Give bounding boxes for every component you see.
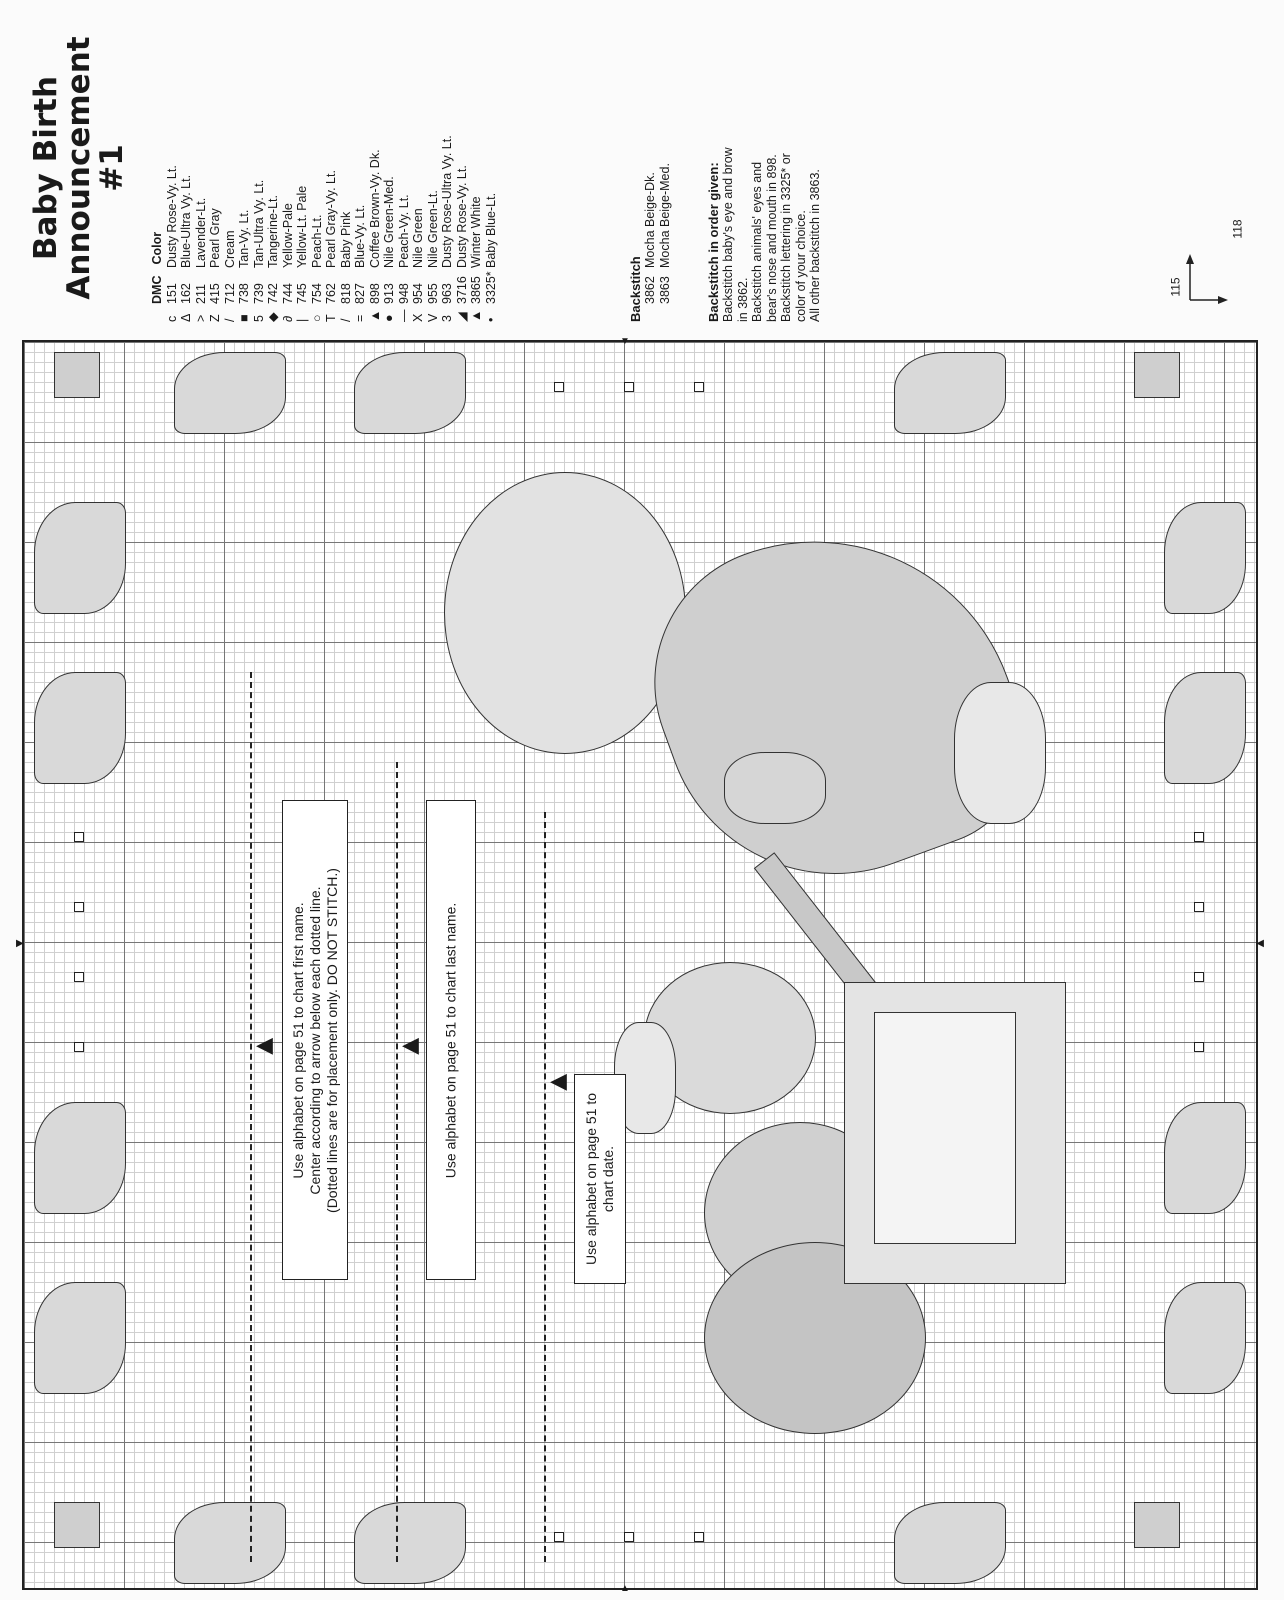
key-symbol: ▲ [367, 309, 382, 322]
key-symbol: • [483, 317, 498, 322]
placement-line-first-name [250, 672, 252, 1562]
key-row [411, 32, 426, 322]
key-symbol: ◢ [454, 312, 469, 322]
note-first-name [282, 800, 348, 1280]
backstitch-order-line: Backstitch lettering in 3325* or [779, 153, 793, 322]
key-symbol: > [193, 314, 208, 322]
note-date [574, 1074, 626, 1284]
backstitch-rows [643, 32, 672, 322]
key-row [223, 32, 238, 322]
backstitch-order-line: All other backstitch in 3863. [808, 169, 822, 322]
key-row [179, 32, 194, 322]
backstitch-color: Mocha Beige-Med. [657, 163, 672, 268]
key-dmc: 712 [222, 283, 237, 304]
key-symbol: ○ [309, 314, 324, 322]
key-row [397, 32, 412, 322]
border-bow [1164, 502, 1246, 614]
border-square [694, 1532, 704, 1542]
key-symbol: / [222, 318, 237, 322]
border-square [554, 1532, 564, 1542]
key-dmc: 415 [208, 283, 222, 304]
corner-motif [1134, 352, 1180, 398]
backstitch-order-line: Backstitch baby's eye and brow [721, 147, 735, 322]
border-square [624, 1532, 634, 1542]
key-symbol: / [338, 318, 353, 322]
key-row [368, 32, 383, 322]
key-row [440, 32, 455, 322]
key-dmc: 754 [309, 283, 324, 304]
note-first-name-text [290, 868, 341, 1213]
key-dmc: 3865 [469, 276, 483, 304]
border-bow [354, 1502, 466, 1584]
title-line2: Announcement [61, 36, 97, 300]
center-arrow-first-name: ◀ [256, 1032, 273, 1057]
key-symbol: ● [382, 314, 396, 322]
center-marker-bottom: ◀ [1256, 938, 1264, 949]
key-dmc: 151 [164, 283, 179, 304]
border-bow [354, 352, 466, 434]
border-bow [1164, 1102, 1246, 1214]
corner-motif [54, 1502, 100, 1548]
toy-block-inner [874, 1012, 1016, 1244]
key-color: Cream [222, 230, 237, 268]
note-line: Use alphabet on page 51 to chart first name. [289, 901, 306, 1179]
key-color: Nile Green-Med. [382, 176, 396, 268]
key-color: Dusty Rose-Vy. Lt. [454, 165, 469, 268]
key-dmc: 744 [280, 283, 295, 304]
key-color: Dusty Rose-Ultra Vy. Lt. [440, 135, 454, 268]
key-dmc: 963 [440, 283, 454, 304]
key-symbol: X [411, 313, 425, 322]
key-row [484, 32, 499, 322]
border-bow [1164, 1282, 1246, 1394]
key-color: Baby Blue-Lt. [483, 192, 498, 268]
backstitch-order-lines [721, 22, 823, 322]
key-symbol: T [324, 314, 338, 322]
dimension-height: 118 [1230, 219, 1245, 239]
key-color: Peach-Lt. [309, 214, 324, 268]
backstitch-order-line: in 3862. [735, 277, 750, 322]
key-rows [165, 32, 499, 322]
key-symbol: 3 [440, 315, 454, 322]
key-color: Winter White [469, 196, 483, 268]
corner-motif [1134, 1502, 1180, 1548]
note-line: Use alphabet on page 51 to [583, 1092, 599, 1266]
color-header: Color [150, 231, 164, 265]
key-dmc: 762 [324, 283, 338, 304]
border-bow [174, 1502, 286, 1584]
backstitch-order [706, 22, 856, 322]
center-marker-right: ▲ [620, 1583, 630, 1594]
key-dmc: 742 [266, 283, 280, 304]
key-symbol: V [425, 313, 440, 322]
key-color: Pearl Gray [208, 208, 222, 268]
key-color: Coffee Brown-Vy. Dk. [367, 149, 382, 268]
key-row [353, 32, 368, 322]
note-line: chart date. [600, 1145, 616, 1213]
dimension-width: 115 [1168, 277, 1183, 297]
note-last-name-text [443, 902, 460, 1178]
chart-title [30, 18, 129, 318]
key-color: Nile Green [411, 208, 425, 268]
dimension-indicator [1170, 220, 1260, 310]
backstitch-order-line: bear's nose and mouth in 898. [764, 154, 779, 322]
backstitch-row [643, 32, 658, 322]
key-symbol: | [295, 318, 309, 322]
key-row [165, 32, 180, 322]
key-row [455, 32, 470, 322]
border-bow [174, 352, 286, 434]
border-bow [34, 1282, 126, 1394]
border-bow [34, 502, 126, 614]
corner-motif [54, 352, 100, 398]
dimension-arrows [1170, 220, 1260, 310]
center-arrow-date: ◀ [550, 1068, 567, 1093]
key-dmc: 954 [411, 283, 425, 304]
backstitch-key [628, 32, 688, 322]
border-square [1194, 832, 1204, 842]
center-arrow-last-name: ◀ [402, 1032, 419, 1057]
key-row [324, 32, 339, 322]
key-symbol: — [396, 309, 411, 322]
title-line3: #1 [94, 144, 130, 192]
key-color: Dusty Rose-Vy. Lt. [164, 165, 179, 268]
border-bow [34, 672, 126, 784]
baby-head [444, 472, 686, 754]
key-color: Pearl Gray-Vy. Lt. [324, 170, 338, 268]
key-color: Nile Green-Lt. [425, 190, 440, 268]
key-dmc: 948 [396, 283, 411, 304]
border-square [74, 972, 84, 982]
key-dmc: 211 [193, 284, 208, 304]
key-row [469, 32, 484, 322]
key-dmc: 745 [295, 283, 309, 304]
key-row [194, 32, 209, 322]
note-line: (Dotted lines are for placement only. DO NOT STITCH.) [323, 867, 340, 1213]
key-symbol: ◆ [266, 312, 280, 322]
key-row [426, 32, 441, 322]
key-color: Blue-Vy. Lt. [353, 204, 367, 268]
key-symbol: c [164, 315, 179, 322]
backstitch-order-header: Backstitch in order given: [706, 162, 721, 322]
backstitch-color: Mocha Beige-Dk. [643, 172, 657, 268]
backstitch-order-line: color of your choice. [793, 210, 808, 322]
border-square [624, 382, 634, 392]
key-color: Peach-Vy. Lt. [396, 194, 411, 268]
key-color: Lavender-Lt. [193, 197, 208, 268]
key-dmc: 739 [251, 283, 266, 304]
key-symbol: ▲ [469, 309, 483, 322]
key-symbol: Δ [179, 313, 193, 322]
backstitch-dmc: 3862 [643, 276, 657, 304]
key-color: Yellow-Lt. Pale [295, 185, 309, 268]
key-dmc: 955 [425, 283, 440, 304]
note-line: Use alphabet on page 51 to chart last name. [442, 902, 459, 1178]
note-date-text [583, 1093, 617, 1265]
backstitch-row [658, 32, 673, 322]
key-row [382, 32, 397, 322]
border-square [694, 382, 704, 392]
border-square [74, 832, 84, 842]
placement-line-last-name [396, 762, 398, 1562]
key-color: Blue-Ultra Vy. Lt. [179, 174, 193, 268]
cross-stitch-chart [16, 336, 1264, 1594]
key-dmc: 818 [338, 283, 353, 304]
border-bow [1164, 672, 1246, 784]
key-symbol: ■ [237, 314, 251, 322]
backstitch-header: Backstitch [628, 256, 643, 322]
key-color: Tan-Ultra Vy. Lt. [251, 179, 266, 268]
key-dmc: 738 [237, 283, 251, 304]
key-dmc: 162 [179, 283, 193, 304]
color-key [150, 32, 498, 322]
center-marker-left: ▼ [620, 336, 630, 347]
border-square [74, 902, 84, 912]
key-symbol: ∂ [280, 315, 295, 322]
key-row [295, 32, 310, 322]
key-row [281, 32, 296, 322]
key-color: Baby Pink [338, 211, 353, 268]
key-row [339, 32, 354, 322]
border-square [74, 1042, 84, 1052]
key-row [237, 32, 252, 322]
key-row [208, 32, 223, 322]
backstitch-order-line: Backstitch animals' eyes and [750, 161, 764, 322]
border-bow [34, 1102, 126, 1214]
key-symbol: = [353, 314, 367, 322]
note-last-name [426, 800, 476, 1280]
baby-hand [724, 752, 826, 824]
dmc-header: DMC [150, 275, 164, 304]
border-square [1194, 902, 1204, 912]
key-dmc: 3325* [483, 271, 498, 304]
baby-foot [954, 682, 1046, 824]
key-dmc: 827 [353, 283, 367, 304]
border-square [554, 382, 564, 392]
key-symbol: Z [208, 314, 222, 322]
key-row [266, 32, 281, 322]
border-bow [894, 352, 1006, 434]
key-color: Tangerine-Lt. [266, 195, 280, 268]
border-square [1194, 1042, 1204, 1052]
backstitch-dmc: 3863 [657, 276, 672, 304]
placement-line-date [544, 812, 546, 1562]
border-square [1194, 972, 1204, 982]
key-row [310, 32, 325, 322]
key-color: Tan-Vy. Lt. [237, 209, 251, 268]
key-dmc: 3716 [454, 276, 469, 304]
key-dmc: 913 [382, 283, 396, 304]
center-marker-top: ▶ [16, 938, 24, 949]
key-dmc: 898 [367, 283, 382, 304]
key-symbol: 5 [251, 315, 266, 322]
note-line: Center according to arrow below each dotted line. [306, 885, 323, 1195]
key-color: Yellow-Pale [280, 203, 295, 268]
title-line1: Baby Birth [28, 75, 64, 261]
border-bow [894, 1502, 1006, 1584]
key-row [252, 32, 267, 322]
